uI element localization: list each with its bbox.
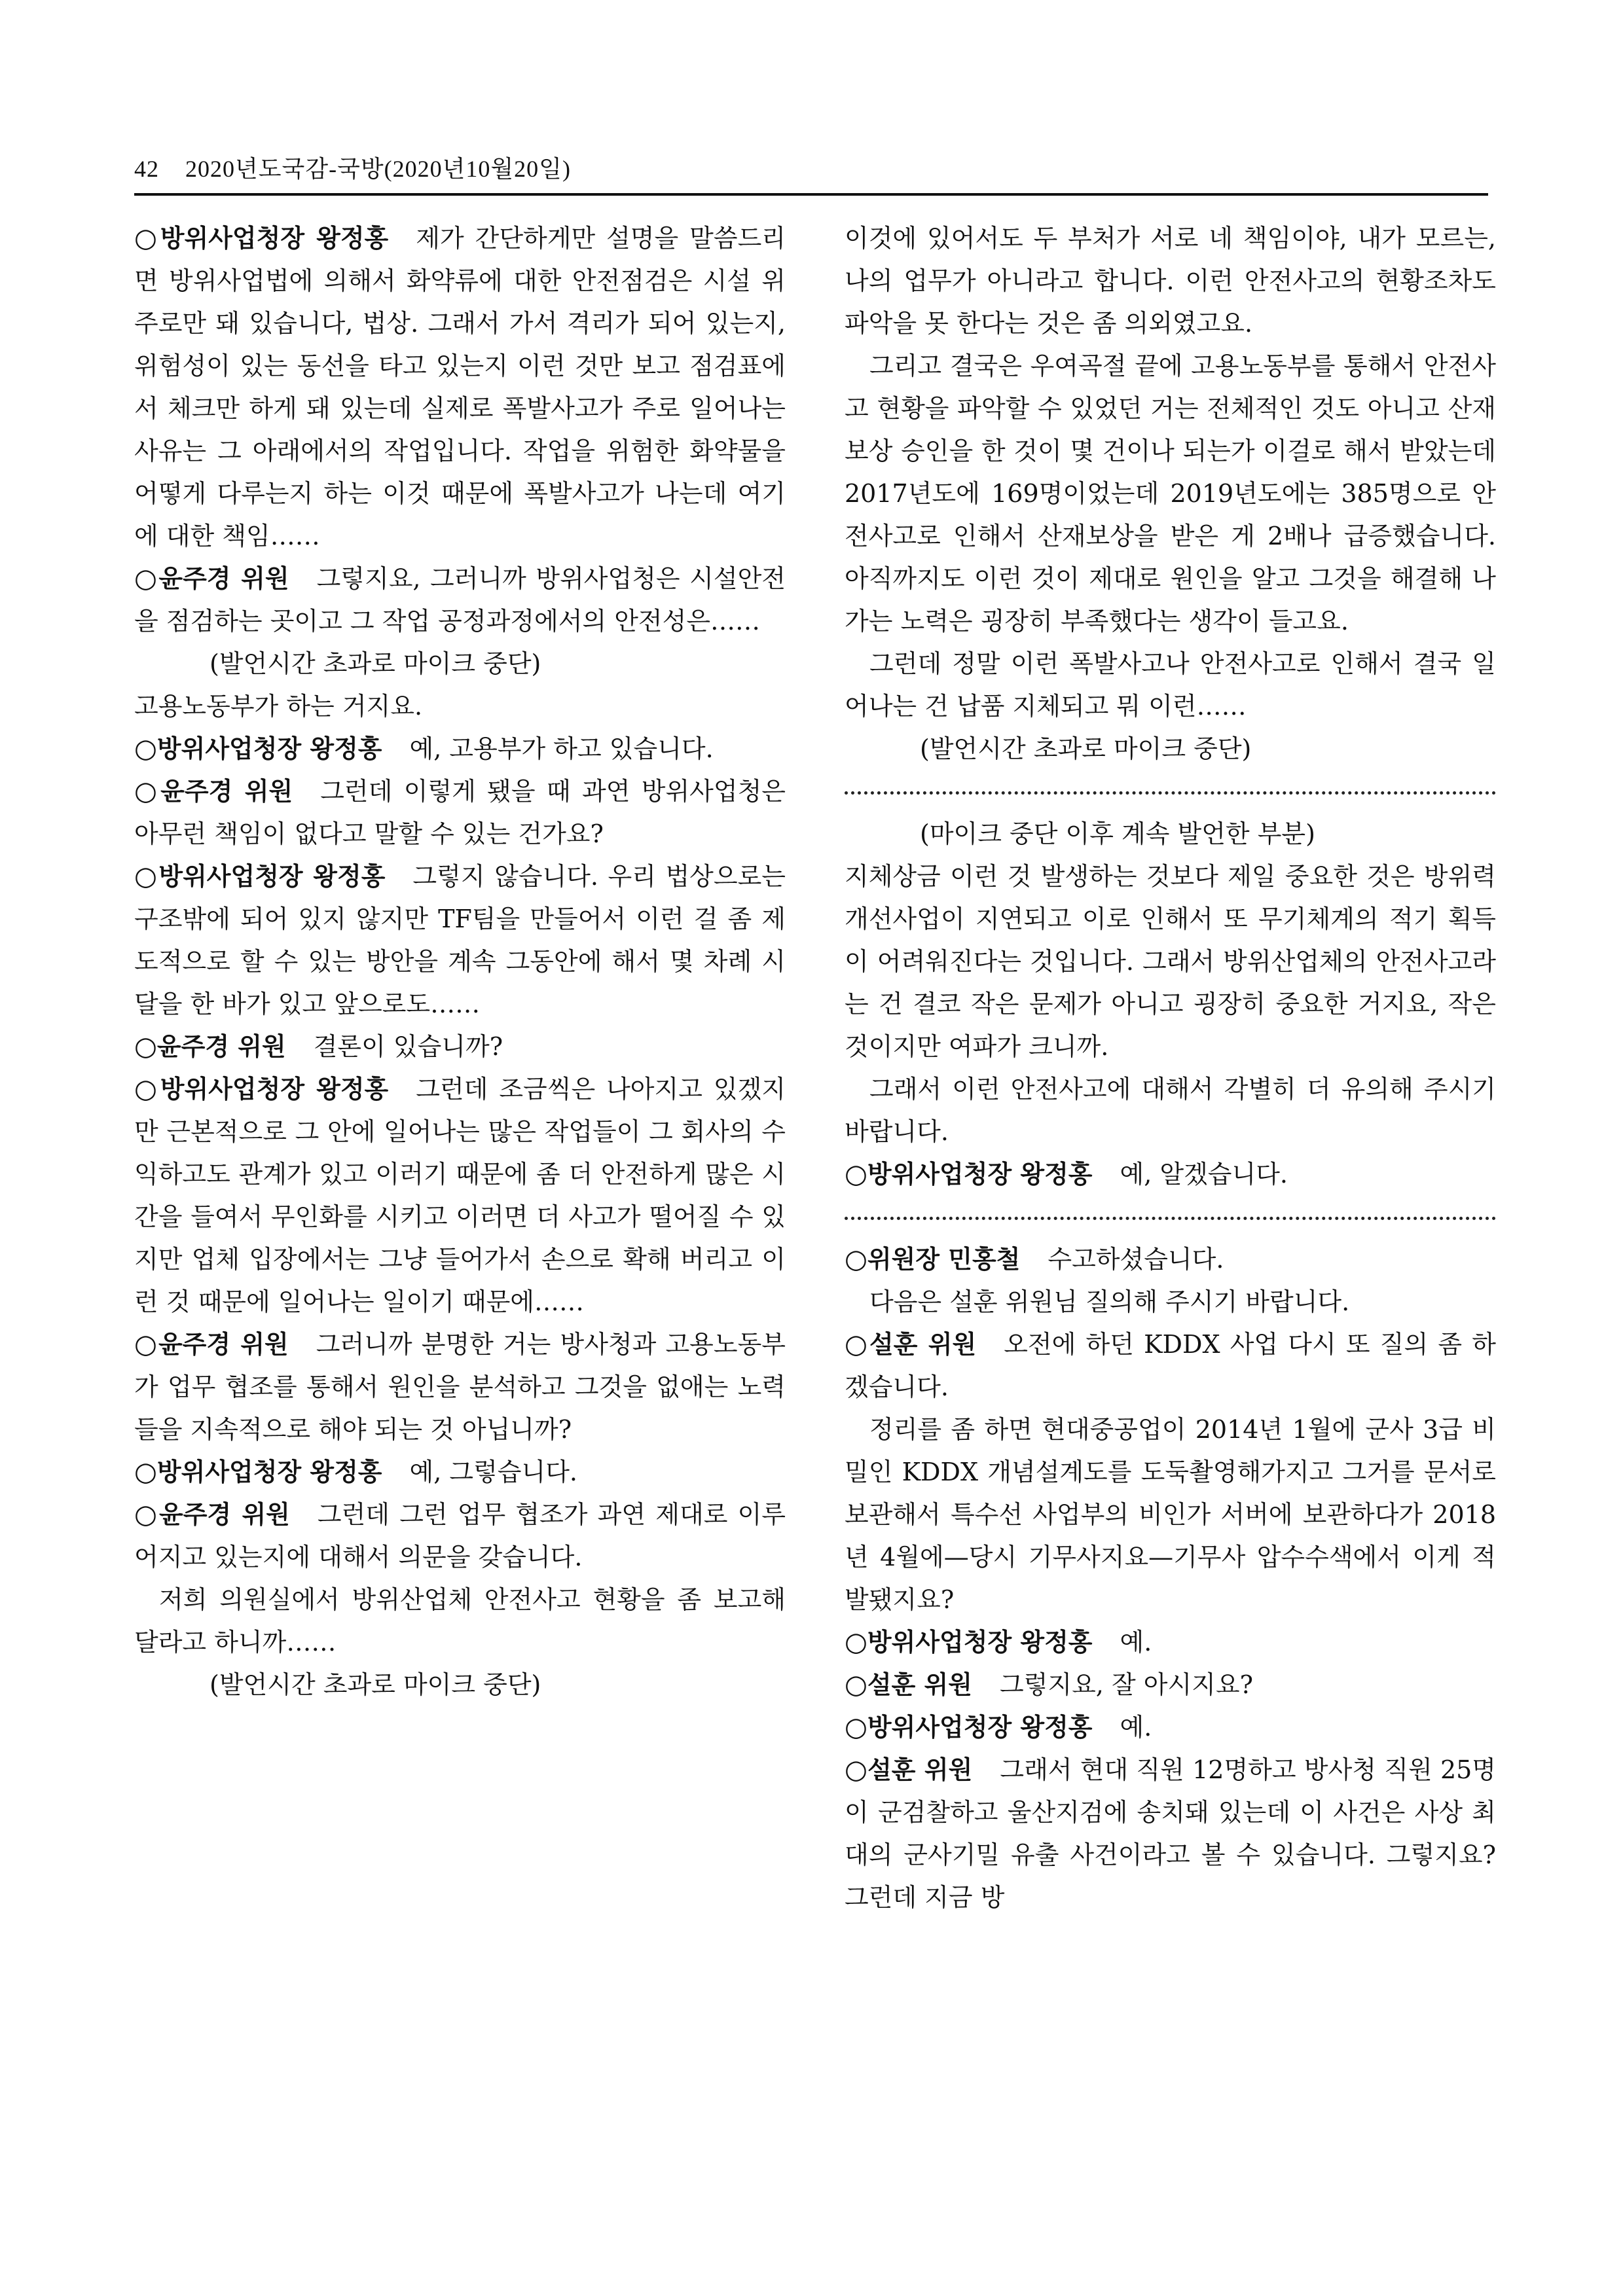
speaker-circle-icon: ○ <box>134 776 161 806</box>
speaker-name <box>845 1755 972 1784</box>
speaker-name <box>134 1032 286 1061</box>
paragraph-text: (발언시간 초과로 마이크 중단) <box>210 649 541 678</box>
speaker-name <box>134 224 388 253</box>
speaker-name <box>845 1670 972 1699</box>
speech-paragraph <box>134 1026 786 1068</box>
speaker-label: 윤주경 위원 <box>160 777 293 806</box>
speaker-label: 설훈 위원 <box>867 1755 973 1784</box>
speaker-name <box>134 777 293 806</box>
speaker-circle-icon: ○ <box>845 1329 870 1359</box>
speaker-circle-icon: ○ <box>134 1074 160 1104</box>
speaker-circle-icon: ○ <box>845 1159 867 1189</box>
paragraph-text: 지체상금 이런 것 발생하는 것보다 제일 중요한 것은 방위력개선사업이 지연되고 이로 인해서 또 무기체계의 적기 획득이 어려워진다는 것입니다. 그래서 방위산업체의 안전사고라는 건 결코 작은 문제가 아니고 굉장히 중요한 거지요, 작은 것이지만 여파가 크니까. <box>845 862 1496 1061</box>
speech-paragraph <box>134 1494 786 1579</box>
page-number: 42 <box>134 156 159 182</box>
speech-paragraph <box>845 1706 1496 1749</box>
speaker-circle-icon: ○ <box>845 1755 868 1785</box>
paragraph-text: 예. <box>1120 1713 1152 1742</box>
paragraph-text: 그러니까 분명한 거는 방사청과 고용노동부가 업무 협조를 통해서 원인을 분석하고 그것을 없애는 노력들을 지속적으로 해야 되는 것 아닙니까? <box>134 1330 786 1444</box>
speaker-name <box>845 1713 1093 1742</box>
speech-paragraph <box>134 1068 786 1323</box>
speaker-circle-icon: ○ <box>134 861 159 891</box>
paragraph-text: 다음은 설훈 위원님 질의해 주시기 바랍니다. <box>869 1287 1350 1316</box>
speaker-name <box>134 564 289 593</box>
dotted-separator <box>845 1196 1496 1238</box>
stage-note <box>134 1664 786 1706</box>
speaker-label: 설훈 위원 <box>867 1670 972 1699</box>
header-rule <box>134 193 1488 196</box>
speaker-label: 방위사업청장 왕정홍 <box>158 862 386 891</box>
paragraph-text: 그래서 현대 직원 12명하고 방사청 직원 25명이 군검찰하고 울산지검에 송치돼 있는데 이 사건은 사상 최대의 군사기밀 유출 사건이라고 볼 수 있습니다. 그렇지요? 그런데 지금 방 <box>845 1755 1497 1912</box>
speech-paragraph <box>134 558 786 643</box>
speaker-label: 방위사업청장 왕정홍 <box>160 224 389 253</box>
left-column <box>134 217 786 1706</box>
paragraph-text: 그래서 이런 안전사고에 대해서 각별히 더 유의해 주시기 바랍니다. <box>845 1075 1496 1146</box>
right-column <box>845 217 1496 1919</box>
speaker-label: 위원장 민홍철 <box>867 1245 1021 1274</box>
speech-paragraph <box>134 855 786 1026</box>
speaker-name <box>845 1330 976 1359</box>
speaker-name <box>134 1500 290 1529</box>
speech-paragraph <box>134 770 786 855</box>
speech-paragraph <box>845 1153 1496 1196</box>
speaker-label: 방위사업청장 왕정홍 <box>156 734 382 763</box>
paragraph-text: 예, 고용부가 하고 있습니다. <box>409 734 714 763</box>
paragraph-text: 그런데 조금씩은 나아지고 있겠지만 근본적으로 그 안에 일어나는 많은 작업들이 그 회사의 수익하고도 관계가 있고 이러기 때문에 좀 더 안전하게 많은 시간을 들여서 무인화를 시키고 이러면 더 사고가 떨어질 수 있지만 업체 입장에서는 그냥 들어가서 손으로 확해 버리고 이런 것 때문에 일어나는 일이기 때문에…… <box>134 1075 786 1316</box>
speaker-label: 윤주경 위원 <box>156 1032 286 1061</box>
paragraph-text: 그리고 결국은 우여곡절 끝에 고용노동부를 통해서 안전사고 현황을 파악할 수 있었던 거는 전체적인 것도 아니고 산재보상 승인을 한 것이 몇 건이나 되는가 이걸로 해서 받았는데 2017년도에 169명이었는데 2019년도에는 385명으로 안전사고로 인해서 산재보상을 받은 게 2배나 급증했습니다. 아직까지도 이런 것이 제대로 원인을 알고 그것을 해결해 나가는 노력은 굉장히 부족했다는 생각이 들고요. <box>845 351 1496 636</box>
speaker-circle-icon: ○ <box>134 1457 157 1487</box>
paragraph-text: 그런데 이렇게 됐을 때 과연 방위사업청은 아무런 책임이 없다고 말할 수 있는 건가요? <box>134 777 786 848</box>
text-paragraph <box>845 345 1496 643</box>
paragraph-text: 예. <box>1120 1628 1152 1657</box>
speech-paragraph <box>134 728 786 770</box>
text-paragraph <box>134 685 786 728</box>
text-paragraph <box>845 643 1496 728</box>
speaker-name <box>845 1628 1093 1657</box>
paragraph-text: 그런데 그런 업무 협조가 과연 제대로 이루어지고 있는지에 대해서 의문을 갖습니다. <box>134 1500 786 1571</box>
speaker-label: 방위사업청장 왕정홍 <box>867 1713 1093 1742</box>
speaker-name <box>134 1075 388 1103</box>
speaker-circle-icon: ○ <box>134 1499 160 1530</box>
text-paragraph <box>845 1408 1496 1621</box>
paragraph-text: 결론이 있습니까? <box>313 1032 503 1061</box>
speaker-circle-icon: ○ <box>845 1244 867 1274</box>
paragraph-text: 그렇지요, 그러니까 방위사업청은 시설안전을 점검하는 곳이고 그 작업 공정과정에서의 안전성은…… <box>134 564 786 636</box>
paragraph-text: 그런데 정말 이런 폭발사고나 안전사고로 인해서 결국 일어나는 건 납품 지체되고 뭐 이런…… <box>845 649 1496 721</box>
speaker-circle-icon: ○ <box>134 1329 158 1359</box>
speaker-name <box>134 734 382 763</box>
speaker-label: 설훈 위원 <box>869 1330 977 1359</box>
page-header <box>134 151 571 184</box>
speaker-name <box>134 1458 382 1486</box>
speaker-label: 윤주경 위원 <box>159 1500 290 1529</box>
speaker-label: 방위사업청장 왕정홍 <box>867 1160 1093 1189</box>
speaker-label: 윤주경 위원 <box>158 564 289 593</box>
speech-paragraph <box>134 1323 786 1451</box>
stage-note <box>845 813 1496 855</box>
page-header-title: 2020년도국감-국방(2020년10월20일) <box>185 156 571 182</box>
speaker-circle-icon: ○ <box>134 734 157 764</box>
paragraph-text: (발언시간 초과로 마이크 중단) <box>210 1670 541 1699</box>
paragraph-text: 그렇지요, 잘 아시지요? <box>999 1670 1253 1699</box>
paragraph-text: 고용노동부가 하는 거지요. <box>134 692 423 721</box>
paragraph-text: 그렇지 않습니다. 우리 법상으로는 구조밖에 되어 있지 않지만 TF팀을 만들어서 이런 걸 좀 제도적으로 할 수 있는 방안을 계속 그동안에 해서 몇 차례 시달을 한 바가 있고 앞으로도…… <box>134 862 786 1018</box>
speaker-circle-icon: ○ <box>845 1712 867 1742</box>
paragraph-text: (마이크 중단 이후 계속 발언한 부분) <box>920 819 1315 848</box>
speech-paragraph <box>845 1621 1496 1664</box>
speech-paragraph <box>845 1664 1496 1706</box>
speaker-circle-icon: ○ <box>134 564 159 594</box>
speaker-circle-icon: ○ <box>845 1670 867 1700</box>
paragraph-text: 이것에 있어서도 두 부처가 서로 네 책임이야, 내가 모르는, 나의 업무가 아니라고 합니다. 이런 안전사고의 현황조차도 파악을 못 한다는 것은 좀 의외였고요. <box>845 224 1496 338</box>
speaker-circle-icon: ○ <box>134 223 160 253</box>
paragraph-text: 정리를 좀 하면 현대중공업이 2014년 1월에 군사 3급 비밀인 KDDX 개념설계도를 도둑촬영해가지고 그거를 문서로 보관해서 특수선 사업부의 비인가 서버에 보관하다가 2018년 4월에—당시 기무사지요—기무사 압수수색에서 이게 적발됐지요? <box>845 1415 1496 1614</box>
speaker-label: 방위사업청장 왕정홍 <box>160 1075 389 1103</box>
paragraph-text: 예, 그렇습니다. <box>409 1458 578 1486</box>
text-paragraph <box>845 855 1496 1068</box>
text-paragraph <box>845 1281 1496 1323</box>
speaker-label: 방위사업청장 왕정홍 <box>867 1628 1093 1657</box>
speaker-name <box>845 1245 1020 1274</box>
speaker-circle-icon: ○ <box>134 1031 157 1062</box>
paragraph-text: 수고하셨습니다. <box>1048 1245 1224 1274</box>
paragraph-text: 제가 간단하게만 설명을 말씀드리면 방위사업법에 의해서 화약류에 대한 안전점검은 시설 위주로만 돼 있습니다, 법상. 그래서 가서 격리가 되어 있는지, 위험성이 있는 동선을 타고 있는지 이런 것만 보고 점검표에서 체크만 하게 돼 있는데 실제로 폭발사고가 주로 일어나는 사유는 그 아래에서의 작업입니다. 작업을 위험한 화약물을 어떻게 다루는지 하는 이것 때문에 폭발사고가 나는데 여기에 대한 책임…… <box>134 224 786 550</box>
speaker-label: 윤주경 위원 <box>158 1330 289 1359</box>
speaker-label: 방위사업청장 왕정홍 <box>156 1458 382 1486</box>
paragraph-text: (발언시간 초과로 마이크 중단) <box>920 734 1252 763</box>
speech-paragraph <box>845 1323 1496 1408</box>
dotted-separator <box>845 770 1496 813</box>
speaker-name <box>845 1160 1093 1189</box>
speech-paragraph <box>845 1238 1496 1281</box>
stage-note <box>845 728 1496 770</box>
speech-paragraph <box>845 1749 1496 1919</box>
stage-note <box>134 643 786 685</box>
speech-paragraph <box>134 217 786 558</box>
speaker-name <box>134 1330 289 1359</box>
paragraph-text: 예, 알겠습니다. <box>1120 1160 1288 1189</box>
text-paragraph <box>845 217 1496 345</box>
paragraph-text: 오전에 하던 KDDX 사업 다시 또 질의 좀 하겠습니다. <box>845 1330 1497 1401</box>
text-paragraph <box>845 1068 1496 1153</box>
paragraph-text: 저희 의원실에서 방위산업체 안전사고 현황을 좀 보고해 달라고 하니까…… <box>134 1585 786 1657</box>
speaker-name <box>134 862 385 891</box>
speaker-circle-icon: ○ <box>845 1627 867 1657</box>
text-paragraph <box>134 1579 786 1664</box>
speech-paragraph <box>134 1451 786 1494</box>
